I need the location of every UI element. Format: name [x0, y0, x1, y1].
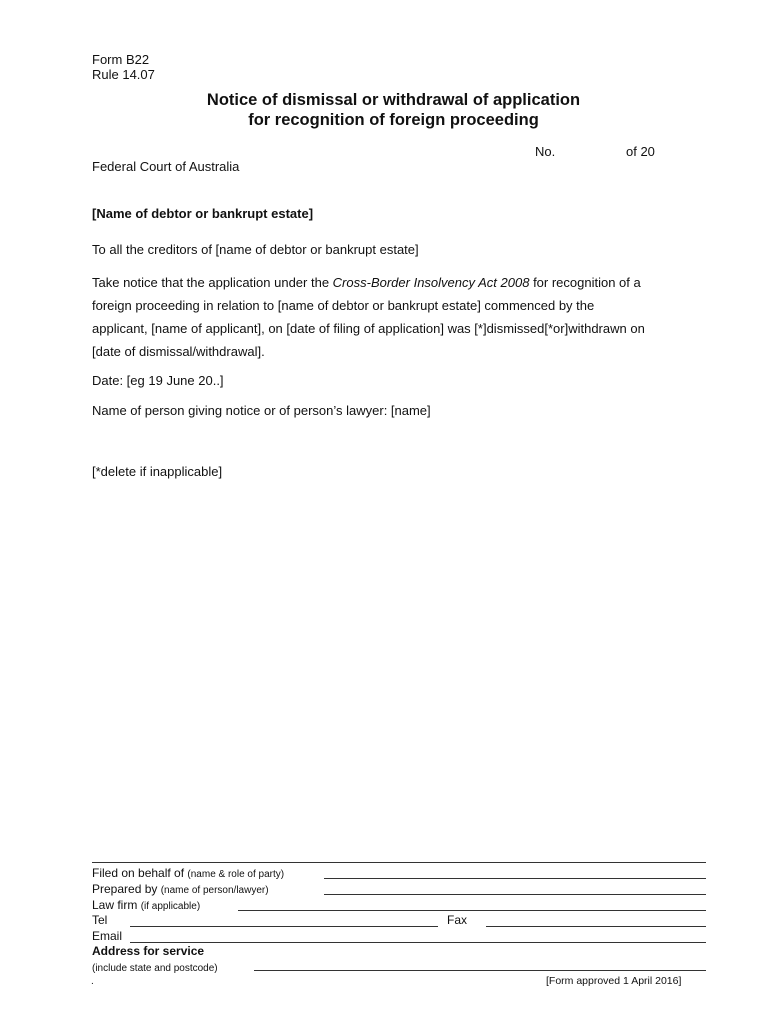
- prepared-hint: (name of person/lawyer): [160, 885, 269, 896]
- form-header: [92, 52, 155, 82]
- act-name: Cross-Border Insolvency Act 2008: [332, 275, 530, 290]
- address-for-service-field[interactable]: [254, 970, 706, 971]
- notice-line-3: applicant, [name of applicant], on [date of filing of application] was [*]dismissed[*or]withdrawn on: [92, 321, 645, 336]
- address-for-service-label: Address for service: [92, 944, 205, 958]
- address-hint-text: (include state and postcode): [92, 963, 218, 974]
- filed-on-behalf-field[interactable]: [324, 878, 706, 879]
- footer-divider: [92, 862, 706, 863]
- notice-line-4: [date of dismissal/withdrawal].: [92, 344, 265, 359]
- prepared-by-label: [92, 882, 269, 896]
- notice-prefix: Take notice that the application under the: [92, 275, 333, 290]
- email-field[interactable]: [130, 942, 706, 943]
- email-label: Email: [92, 929, 123, 943]
- lawfirm-hint: (if applicable): [140, 901, 201, 912]
- lawfirm-label-text: Law firm: [92, 898, 141, 912]
- debtor-heading: [Name of debtor or bankrupt estate]: [92, 206, 314, 221]
- prepared-label-text: Prepared by: [92, 882, 161, 896]
- law-firm-label: [92, 898, 200, 912]
- rule-number: Rule 14.07: [92, 67, 155, 82]
- case-number-label: No.: [535, 144, 556, 159]
- form-approved-note: [Form approved 1 April 2016]: [546, 975, 682, 987]
- title-line-1: Notice of dismissal or withdrawal of application: [206, 91, 581, 109]
- case-year-label: of 20: [626, 144, 655, 159]
- notice-paragraph: [92, 271, 702, 363]
- filed-on-behalf-label: [92, 866, 284, 880]
- filed-label-text: Filed on behalf of: [92, 866, 188, 880]
- person-giving-notice-line: Name of person giving notice or of person’s lawyer: [name]: [92, 403, 431, 418]
- to-creditors-line: To all the creditors of [name of debtor or bankrupt estate]: [92, 242, 419, 257]
- notice-line-2: foreign proceeding in relation to [name of debtor or bankrupt estate] commenced by the: [92, 298, 595, 313]
- title-line-2: for recognition of foreign proceeding: [248, 111, 539, 129]
- delete-note: [*delete if inapplicable]: [92, 464, 223, 479]
- form-number: Form B22: [92, 52, 150, 67]
- date-line: Date: [eg 19 June 20..]: [92, 373, 224, 388]
- fax-field[interactable]: [486, 926, 706, 927]
- tel-field[interactable]: [130, 926, 438, 927]
- tel-label: Tel: [92, 913, 108, 927]
- document-title: [0, 90, 770, 130]
- court-name: Federal Court of Australia: [92, 159, 240, 174]
- notice-line-1: [92, 271, 702, 294]
- footer-dot: .: [91, 976, 94, 987]
- address-hint: [92, 960, 218, 974]
- prepared-by-field[interactable]: [324, 894, 706, 895]
- fax-label: Fax: [447, 913, 468, 927]
- notice-suffix: for recognition of a: [529, 275, 641, 290]
- filed-hint: (name & role of party): [187, 869, 285, 880]
- law-firm-field[interactable]: [238, 910, 706, 911]
